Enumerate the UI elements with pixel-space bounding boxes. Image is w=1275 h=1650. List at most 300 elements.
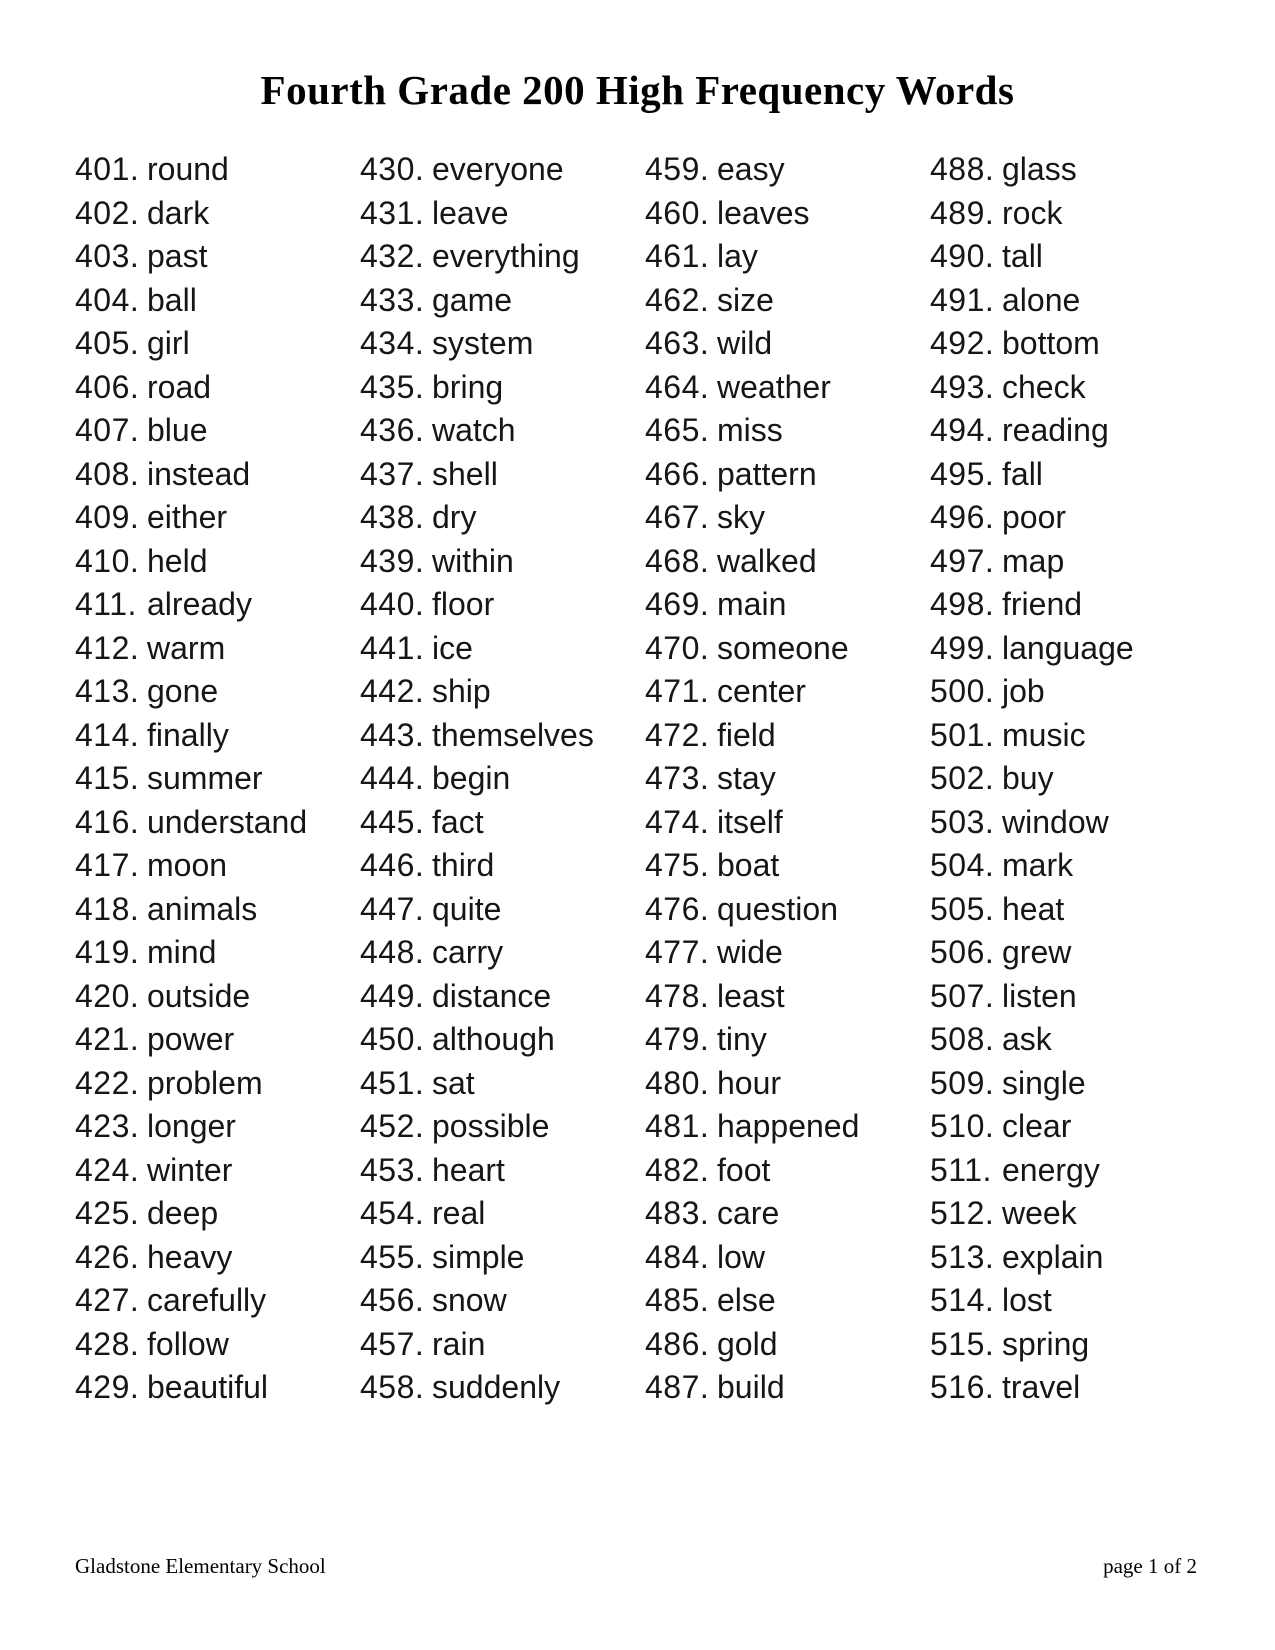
- item-word: leaves: [717, 194, 810, 231]
- item-word: easy: [717, 151, 785, 187]
- item-word: clear: [1002, 1108, 1072, 1144]
- item-number: 513.: [930, 1238, 995, 1275]
- word-list-item: [360, 366, 645, 410]
- item-word: energy: [1002, 1151, 1100, 1188]
- word-list-item: [930, 1323, 1215, 1367]
- item-word: build: [717, 1369, 785, 1405]
- word-list-item: [75, 1323, 360, 1367]
- word-list-item: [930, 1236, 1215, 1280]
- item-number: 496.: [930, 499, 995, 535]
- item-number: 486.: [645, 1325, 710, 1362]
- item-word: heavy: [147, 1238, 233, 1275]
- word-list-item: [645, 670, 930, 714]
- word-list-item: [645, 1018, 930, 1062]
- word-list-item: [930, 322, 1215, 366]
- item-word: already: [147, 586, 252, 622]
- word-list-item: [930, 1018, 1215, 1062]
- item-number: 409.: [75, 499, 140, 535]
- item-number: 443.: [360, 716, 425, 753]
- item-word: ice: [432, 629, 473, 666]
- item-number: 401.: [75, 151, 140, 187]
- item-number: 450.: [360, 1021, 425, 1057]
- item-word: map: [1002, 542, 1065, 579]
- item-number: 470.: [645, 629, 710, 666]
- item-number: 458.: [360, 1369, 425, 1405]
- item-number: 440.: [360, 586, 425, 622]
- item-number: 411.: [75, 586, 137, 622]
- word-list-item: [645, 322, 930, 366]
- word-list-item: [360, 540, 645, 584]
- item-word: music: [1002, 716, 1086, 753]
- item-word: within: [432, 542, 514, 579]
- word-list-item: [645, 757, 930, 801]
- word-list-item: [645, 1323, 930, 1367]
- item-number: 514.: [930, 1282, 995, 1318]
- item-number: 510.: [930, 1108, 995, 1144]
- item-word: quite: [432, 890, 502, 927]
- item-word: shell: [432, 455, 498, 492]
- item-number: 482.: [645, 1151, 710, 1188]
- item-number: 500.: [930, 673, 995, 709]
- item-number: 474.: [645, 803, 710, 840]
- item-word: lay: [717, 238, 758, 274]
- page-title: Fourth Grade 200 High Frequency Words: [260, 67, 1015, 113]
- word-list-item: [360, 670, 645, 714]
- item-word: buy: [1002, 760, 1054, 796]
- word-list-item: [930, 366, 1215, 410]
- word-list-item: [360, 409, 645, 453]
- word-list-item: [930, 1192, 1215, 1236]
- word-list-item: [75, 1192, 360, 1236]
- item-number: 479.: [645, 1021, 710, 1057]
- word-list-item: [360, 235, 645, 279]
- word-list-item: [75, 714, 360, 758]
- item-number: 410.: [75, 542, 140, 579]
- word-list-item: [75, 366, 360, 410]
- item-word: system: [432, 325, 534, 361]
- word-list-item: [645, 975, 930, 1019]
- item-word: game: [432, 281, 513, 318]
- item-number: 403.: [75, 238, 140, 274]
- item-word: language: [1002, 629, 1134, 666]
- item-word: wide: [717, 934, 783, 970]
- word-list-item: [360, 1062, 645, 1106]
- item-number: 477.: [645, 934, 710, 970]
- item-number: 420.: [75, 977, 140, 1014]
- word-list-item: [930, 279, 1215, 323]
- item-number: 494.: [930, 412, 995, 448]
- word-list-item: [930, 540, 1215, 584]
- item-number: 423.: [75, 1108, 140, 1144]
- item-word: foot: [717, 1151, 771, 1188]
- footer-school-name: Gladstone Elementary School: [75, 1554, 326, 1578]
- word-column-3: [645, 148, 930, 1410]
- word-list-item: [360, 496, 645, 540]
- item-word: begin: [432, 760, 511, 796]
- item-number: 452.: [360, 1108, 425, 1144]
- item-number: 490.: [930, 238, 995, 274]
- item-word: stay: [717, 760, 776, 796]
- item-number: 480.: [645, 1064, 710, 1101]
- item-number: 462.: [645, 281, 710, 318]
- item-word: animals: [147, 890, 258, 927]
- item-number: 430.: [360, 151, 425, 187]
- item-word: blue: [147, 412, 208, 448]
- item-word: either: [147, 499, 228, 535]
- item-word: ball: [147, 281, 197, 318]
- word-list-item: [930, 148, 1215, 192]
- word-list-item: [930, 670, 1215, 714]
- word-list-item: [930, 235, 1215, 279]
- item-number: 468.: [645, 542, 710, 579]
- item-word: grew: [1002, 934, 1072, 970]
- item-word: fact: [432, 803, 484, 840]
- item-word: mind: [147, 934, 217, 970]
- item-number: 404.: [75, 281, 140, 318]
- item-number: 417.: [75, 847, 140, 883]
- item-number: 432.: [360, 238, 425, 274]
- item-word: snow: [432, 1282, 507, 1318]
- item-word: rock: [1002, 194, 1063, 231]
- item-number: 454.: [360, 1195, 425, 1231]
- item-number: 422.: [75, 1064, 140, 1101]
- item-number: 505.: [930, 890, 995, 927]
- item-word: boat: [717, 847, 780, 883]
- item-number: 497.: [930, 542, 995, 579]
- item-word: least: [717, 977, 785, 1014]
- word-list-item: [75, 192, 360, 236]
- item-number: 456.: [360, 1282, 425, 1318]
- item-number: 406.: [75, 368, 140, 405]
- item-word: round: [147, 151, 229, 187]
- word-list-item: [930, 844, 1215, 888]
- item-number: 515.: [930, 1325, 995, 1362]
- item-word: happened: [717, 1108, 860, 1144]
- word-list-item: [645, 1062, 930, 1106]
- word-list-item: [645, 496, 930, 540]
- word-list-item: [75, 540, 360, 584]
- item-number: 446.: [360, 847, 425, 883]
- word-list-item: [645, 844, 930, 888]
- item-number: 498.: [930, 586, 995, 622]
- item-word: carry: [432, 934, 504, 970]
- word-list-item: [645, 583, 930, 627]
- item-number: 402.: [75, 194, 140, 231]
- item-number: 492.: [930, 325, 995, 361]
- item-word: pattern: [717, 455, 817, 492]
- item-word: else: [717, 1282, 776, 1318]
- item-word: although: [432, 1021, 555, 1057]
- item-word: explain: [1002, 1238, 1104, 1275]
- word-list-item: [75, 322, 360, 366]
- word-list-item: [930, 975, 1215, 1019]
- word-list-item: [75, 844, 360, 888]
- word-list-item: [645, 235, 930, 279]
- item-word: bring: [432, 368, 504, 405]
- item-number: 463.: [645, 325, 710, 361]
- word-list-item: [360, 757, 645, 801]
- item-word: warm: [147, 629, 226, 666]
- word-list-item: [645, 1366, 930, 1410]
- word-list-item: [645, 627, 930, 671]
- item-word: reading: [1002, 412, 1109, 448]
- item-word: deep: [147, 1195, 219, 1231]
- word-list-item: [75, 801, 360, 845]
- item-word: itself: [717, 803, 783, 840]
- word-list: [75, 148, 1215, 1410]
- word-list-item: [75, 1062, 360, 1106]
- item-number: 415.: [75, 760, 140, 796]
- word-list-item: [360, 322, 645, 366]
- word-list-item: [645, 1192, 930, 1236]
- word-list-item: [75, 1279, 360, 1323]
- item-word: follow: [147, 1325, 229, 1362]
- item-number: 416.: [75, 803, 140, 840]
- word-list-item: [75, 888, 360, 932]
- item-number: 448.: [360, 934, 425, 970]
- item-word: gone: [147, 673, 219, 709]
- item-word: heart: [432, 1151, 505, 1188]
- item-word: outside: [147, 977, 251, 1014]
- item-word: dark: [147, 194, 210, 231]
- item-number: 413.: [75, 673, 140, 709]
- item-word: held: [147, 542, 208, 579]
- item-number: 485.: [645, 1282, 710, 1318]
- item-word: sky: [717, 499, 765, 535]
- word-list-item: [930, 1149, 1215, 1193]
- word-list-item: [360, 1236, 645, 1280]
- item-word: summer: [147, 760, 263, 796]
- item-number: 487.: [645, 1369, 710, 1405]
- word-list-item: [645, 453, 930, 497]
- word-list-item: [645, 714, 930, 758]
- word-list-item: [360, 148, 645, 192]
- item-word: poor: [1002, 499, 1067, 535]
- item-word: past: [147, 238, 208, 274]
- item-number: 495.: [930, 455, 995, 492]
- item-number: 408.: [75, 455, 140, 492]
- item-word: hour: [717, 1064, 782, 1101]
- item-word: moon: [147, 847, 228, 883]
- item-number: 471.: [645, 673, 710, 709]
- item-word: leave: [432, 194, 509, 231]
- item-word: distance: [432, 977, 552, 1014]
- word-list-item: [75, 1149, 360, 1193]
- item-number: 425.: [75, 1195, 140, 1231]
- item-number: 436.: [360, 412, 425, 448]
- word-list-item: [360, 1323, 645, 1367]
- footer-page-number: page 1 of 2: [1103, 1554, 1197, 1578]
- word-list-item: [360, 714, 645, 758]
- word-list-item: [75, 235, 360, 279]
- item-number: 483.: [645, 1195, 710, 1231]
- item-number: 429.: [75, 1369, 140, 1405]
- item-word: rain: [432, 1325, 486, 1362]
- item-number: 506.: [930, 934, 995, 970]
- item-word: size: [717, 281, 774, 318]
- item-word: third: [432, 847, 495, 883]
- item-word: road: [147, 368, 212, 405]
- word-list-item: [360, 1366, 645, 1410]
- word-list-item: [360, 583, 645, 627]
- item-number: 405.: [75, 325, 140, 361]
- word-list-item: [930, 1279, 1215, 1323]
- item-number: 508.: [930, 1021, 995, 1057]
- word-list-item: [75, 279, 360, 323]
- item-number: 502.: [930, 760, 995, 796]
- item-word: real: [432, 1195, 486, 1231]
- item-word: someone: [717, 629, 849, 666]
- word-list-item: [930, 801, 1215, 845]
- item-number: 473.: [645, 760, 710, 796]
- item-word: themselves: [432, 716, 594, 753]
- item-word: main: [717, 586, 787, 622]
- word-list-item: [360, 801, 645, 845]
- word-list-item: [360, 1018, 645, 1062]
- item-number: 507.: [930, 977, 995, 1014]
- item-number: 499.: [930, 629, 995, 666]
- item-number: 488.: [930, 151, 995, 187]
- item-number: 421.: [75, 1021, 140, 1057]
- item-number: 467.: [645, 499, 710, 535]
- item-number: 451.: [360, 1064, 425, 1101]
- word-list-item: [360, 975, 645, 1019]
- item-number: 511.: [930, 1151, 992, 1188]
- item-word: gold: [717, 1325, 778, 1362]
- item-number: 461.: [645, 238, 710, 274]
- item-word: everything: [432, 238, 580, 274]
- word-list-item: [75, 1018, 360, 1062]
- item-word: carefully: [147, 1282, 267, 1318]
- item-number: 493.: [930, 368, 995, 405]
- item-word: winter: [147, 1151, 233, 1188]
- word-list-item: [75, 1105, 360, 1149]
- word-list-item: [75, 931, 360, 975]
- item-number: 489.: [930, 194, 995, 231]
- item-number: 445.: [360, 803, 425, 840]
- item-word: dry: [432, 499, 477, 535]
- item-word: fall: [1002, 455, 1043, 492]
- word-list-item: [930, 192, 1215, 236]
- word-list-item: [645, 931, 930, 975]
- word-list-item: [360, 931, 645, 975]
- word-list-item: [75, 627, 360, 671]
- item-word: listen: [1002, 977, 1077, 1014]
- item-number: 426.: [75, 1238, 140, 1275]
- word-list-item: [645, 409, 930, 453]
- word-column-2: [360, 148, 645, 1410]
- item-word: care: [717, 1195, 780, 1231]
- item-word: finally: [147, 716, 229, 753]
- item-number: 441.: [360, 629, 425, 666]
- word-list-item: [645, 192, 930, 236]
- item-word: question: [717, 890, 838, 927]
- item-number: 475.: [645, 847, 710, 883]
- item-word: center: [717, 673, 806, 709]
- item-number: 424.: [75, 1151, 140, 1188]
- item-number: 464.: [645, 368, 710, 405]
- word-list-item: [645, 1105, 930, 1149]
- word-list-item: [930, 757, 1215, 801]
- word-list-item: [75, 148, 360, 192]
- word-list-item: [645, 1236, 930, 1280]
- item-word: ship: [432, 673, 491, 709]
- word-list-item: [75, 453, 360, 497]
- item-number: 431.: [360, 194, 425, 231]
- item-word: girl: [147, 325, 190, 361]
- item-word: friend: [1002, 586, 1083, 622]
- item-word: possible: [432, 1108, 550, 1144]
- item-word: simple: [432, 1238, 525, 1275]
- word-list-item: [360, 888, 645, 932]
- word-list-item: [645, 279, 930, 323]
- item-number: 414.: [75, 716, 140, 753]
- item-word: alone: [1002, 281, 1081, 318]
- word-list-item: [930, 409, 1215, 453]
- word-list-item: [930, 627, 1215, 671]
- item-word: miss: [717, 412, 783, 448]
- item-number: 484.: [645, 1238, 710, 1275]
- item-word: spring: [1002, 1325, 1090, 1362]
- item-number: 419.: [75, 934, 140, 970]
- item-word: power: [147, 1021, 235, 1057]
- item-word: longer: [147, 1108, 236, 1144]
- word-list-item: [930, 496, 1215, 540]
- item-word: watch: [432, 412, 516, 448]
- item-word: field: [717, 716, 776, 753]
- item-word: lost: [1002, 1282, 1052, 1318]
- word-list-item: [360, 627, 645, 671]
- item-number: 455.: [360, 1238, 425, 1275]
- item-number: 438.: [360, 499, 425, 535]
- item-word: tall: [1002, 238, 1043, 274]
- item-number: 478.: [645, 977, 710, 1014]
- item-number: 407.: [75, 412, 140, 448]
- item-word: tiny: [717, 1021, 767, 1057]
- item-word: low: [717, 1238, 766, 1275]
- item-word: sat: [432, 1064, 475, 1101]
- item-number: 472.: [645, 716, 710, 753]
- item-number: 444.: [360, 760, 425, 796]
- item-number: 509.: [930, 1064, 995, 1101]
- item-number: 457.: [360, 1325, 425, 1362]
- item-number: 428.: [75, 1325, 140, 1362]
- item-word: week: [1002, 1195, 1077, 1231]
- word-list-item: [75, 1236, 360, 1280]
- item-number: 447.: [360, 890, 425, 927]
- word-list-item: [75, 757, 360, 801]
- word-list-item: [360, 1149, 645, 1193]
- word-list-item: [360, 1192, 645, 1236]
- word-column-1: [75, 148, 360, 1410]
- word-list-item: [360, 844, 645, 888]
- item-number: 469.: [645, 586, 710, 622]
- word-list-item: [75, 583, 360, 627]
- word-list-item: [360, 1105, 645, 1149]
- word-list-item: [930, 1062, 1215, 1106]
- word-list-item: [360, 453, 645, 497]
- item-number: 437.: [360, 455, 425, 492]
- item-word: window: [1002, 803, 1109, 840]
- item-word: glass: [1002, 151, 1077, 187]
- item-number: 442.: [360, 673, 425, 709]
- item-word: job: [1002, 673, 1045, 709]
- item-word: understand: [147, 803, 308, 840]
- item-number: 481.: [645, 1108, 710, 1144]
- item-number: 504.: [930, 847, 995, 883]
- item-number: 516.: [930, 1369, 995, 1405]
- word-list-item: [930, 1366, 1215, 1410]
